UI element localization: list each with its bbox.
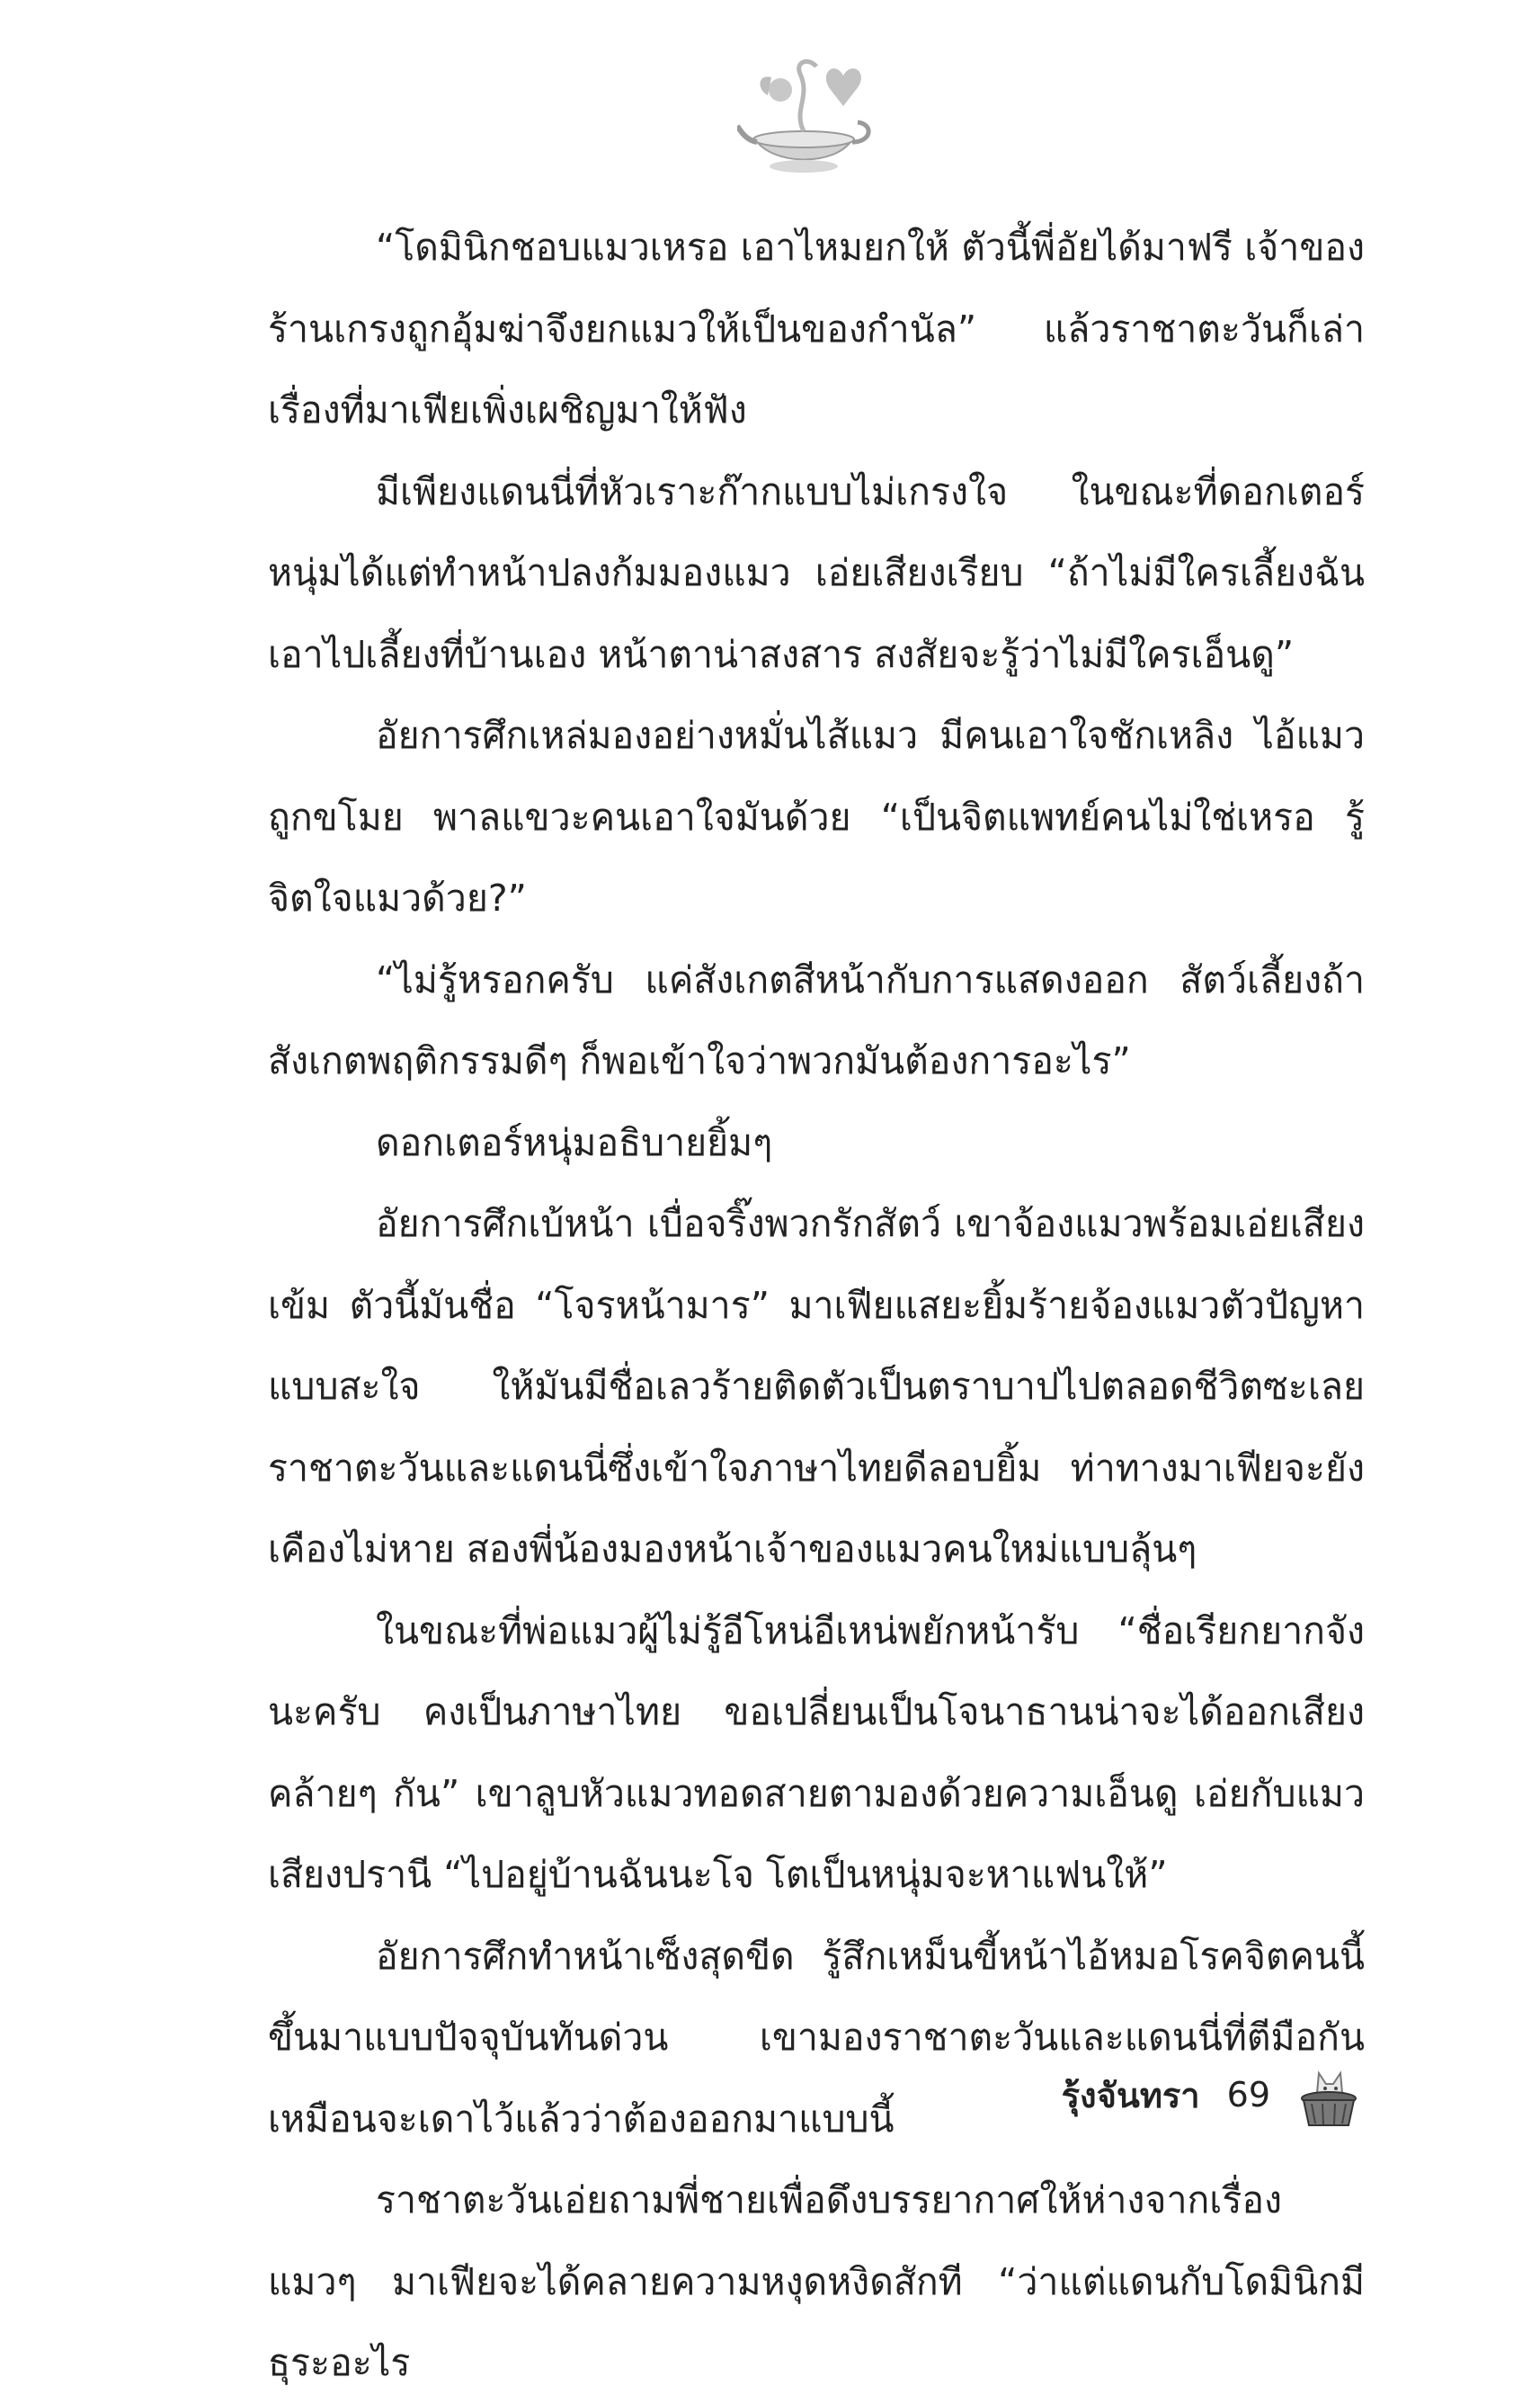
paragraph: ดอกเตอร์หนุ่มอธิบายยิ้มๆ	[376, 1120, 773, 1164]
paragraph: อัยการศึกเหล่มองอย่างหมั่นไส้แมว มีคนเอาใจชักเหลิง ไอ้แมวถูกขโมย พาลแขวะคนเอาใจมันด้วย “เป็นจิตแพทย์คนไม่ใช่เหรอ รู้จิตใจแมวด้วย?”	[268, 714, 1365, 920]
page-number: 69	[1226, 2075, 1270, 2115]
paragraph: ในขณะที่พ่อแมวผู้ไม่รู้อีโหน่อีเหน่พยักหน้ารับ “ชื่อเรียกยากจังนะครับ คงเป็นภาษาไทย ขอเปลี่ยนเป็นโจนาธานน่าจะได้ออกเสียงคล้ายๆ กัน” เขาลูบหัวแมวทอดสายตามองด้วยความเอ็นดู เอ่ยกับแมวเสียงปรานี “ไปอยู่บ้านฉันนะโจ โตเป็นหนุ่มจะหาแฟนให้”	[268, 1608, 1365, 1896]
book-title: รุ้งจันทรา	[1061, 2075, 1200, 2115]
page-footer	[1062, 2059, 1360, 2131]
paragraph: “โดมินิกชอบแมวเหรอ เอาไหมยกให้ ตัวนี้พี่อัยได้มาฟรี เจ้าของร้านเกรงถูกอุ้มฆ่าจึงยกแมวให้เป็นของกำนัล” แล้วราชาตะวันก็เล่าเรื่องที่มาเฟียเพิ่งเผชิญมาให้ฟัง	[268, 226, 1365, 432]
paragraph: “ไม่รู้หรอกครับ แค่สังเกตสีหน้ากับการแสดงออก สัตว์เลี้ยงถ้าสังเกตพฤติกรรมดีๆ ก็พอเข้าใจว่าพวกมันต้องการอะไร”	[268, 957, 1365, 1082]
cat-in-basket-icon	[1297, 2059, 1360, 2131]
paragraph: อัยการศึกทำหน้าเซ็งสุดขีด รู้สึกเหม็นขี้หน้าไอ้หมอโรคจิตคนนี้ขึ้นมาแบบปัจจุบันทันด่วน เขามองราชาตะวันและแดนนี่ที่ตีมือกันเหมือนจะเดาไว้แล้วว่าต้องออกมาแบบนี้	[268, 1934, 1365, 2141]
paragraph: ราชาตะวันเอ่ยถามพี่ชายเพื่อดึงบรรยากาศให้ห่างจากเรื่องแมวๆ มาเฟียจะได้คลายความหงุดหงิดสักที “ว่าแต่แดนกับโดมินิกมีธุระอะไร	[268, 2178, 1365, 2384]
paragraph: มีเพียงแดนนี่ที่หัวเราะก๊ากแบบไม่เกรงใจ ในขณะที่ดอกเตอร์หนุ่มได้แต่ทำหน้าปลงก้มมองแมว เอ่ยเสียงเรียบ “ถ้าไม่มีใครเลี้ยงฉันเอาไปเลี้ยงที่บ้านเอง หน้าตาน่าสงสาร สงสัยจะรู้ว่าไม่มีใครเอ็นดู”	[268, 469, 1365, 676]
paragraph: อัยการศึกเบ้หน้า เบื่อจริ๊งพวกรักสัตว์ เขาจ้องแมวพร้อมเอ่ยเสียงเข้ม ตัวนี้มันชื่อ “โจรหน้ามาร” มาเฟียแสยะยิ้มร้ายจ้องแมวตัวปัญหาแบบสะใจ ให้มันมีชื่อเลวร้ายติดตัวเป็นตราบาปไปตลอดชีวิตซะเลย ราชาตะวันและแดนนี่ซึ่งเข้าใจภาษาไทยดีลอบยิ้ม ท่าทางมาเฟียจะยังเคืองไม่หาย สองพี่น้องมองหน้าเจ้าของแมวคนใหม่แบบลุ้นๆ	[268, 1202, 1365, 1571]
cupid-teapot-icon	[737, 54, 881, 175]
